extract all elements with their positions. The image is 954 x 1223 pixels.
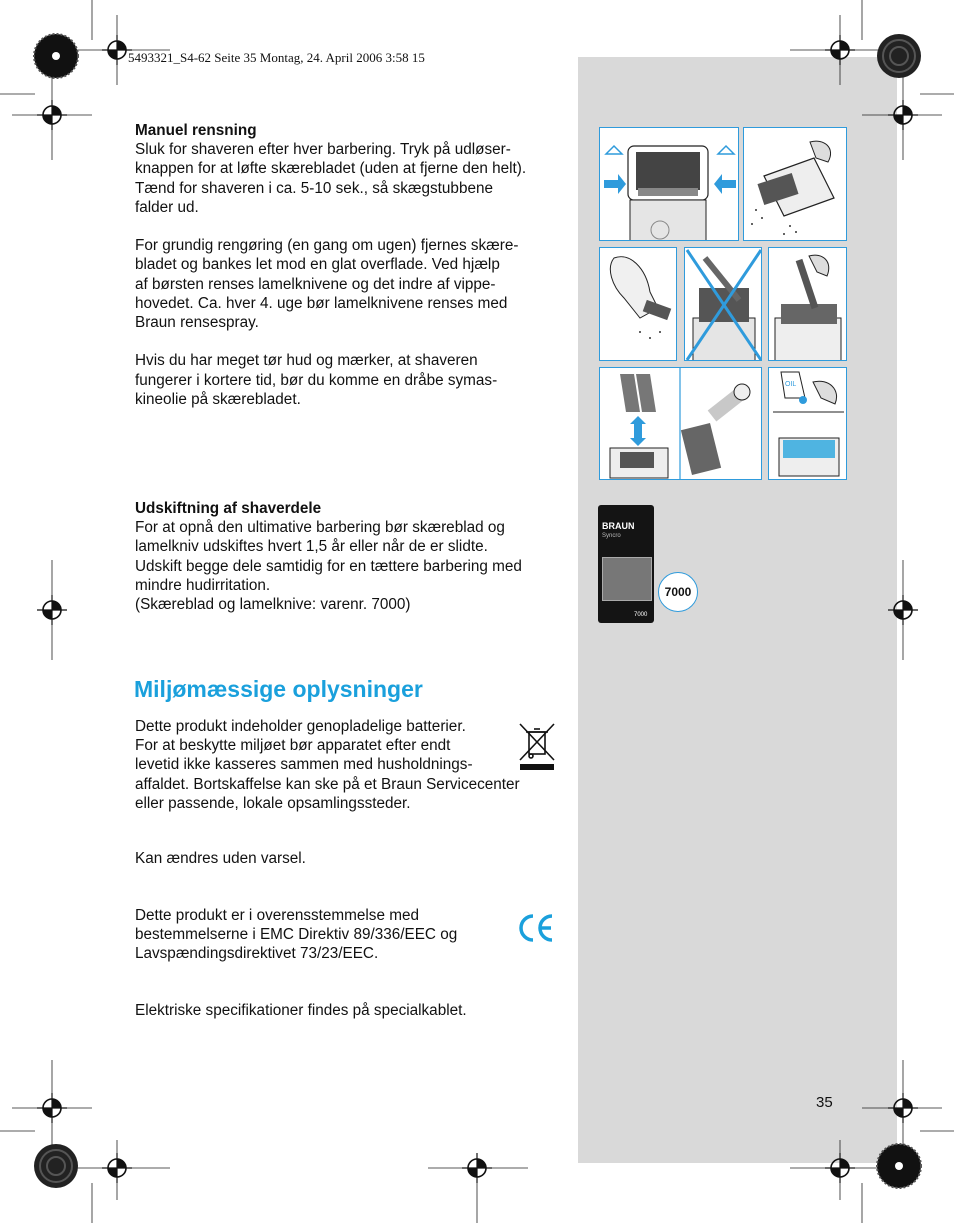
package-model: Syncro: [602, 533, 621, 539]
text-line: Elektriske specifikationer findes på specialkablet.: [135, 1002, 467, 1019]
shaver-head-drawing: [600, 128, 739, 241]
text-line: af børsten renses lamelknivene og det indre af vippe-: [135, 275, 496, 293]
text-line: Lavspændingsdirektivet 73/23/EEC.: [135, 945, 379, 963]
text-line: Udskift begge dele samtidig for en tættere barbering med: [135, 557, 522, 575]
part-number-callout: [658, 572, 698, 612]
package-brand: BRAUN: [602, 521, 635, 531]
illustration-tap-foil: [599, 247, 677, 361]
text-line: Dette produkt er i overensstemmelse med: [135, 907, 419, 924]
registration-mark-icon: [888, 595, 918, 625]
registration-mark-icon: [37, 1093, 67, 1123]
text-line: bladet og bankes let mod en glat overflade. Ved hjælp: [135, 256, 500, 274]
illustration-brush-cutter: [768, 247, 847, 361]
replacement-section: [135, 499, 560, 614]
text-line: Dette produkt indeholder genopladelige batterier.: [135, 718, 466, 735]
illustration-no-brush-foil: [684, 247, 762, 361]
manual-cleaning-section: [135, 121, 560, 409]
crossed-bin-icon: [517, 720, 557, 772]
color-wheel-icon: [33, 1143, 79, 1189]
text-line: kineolie på skærebladet.: [135, 390, 301, 408]
text-line: For at beskytte miljøet bør apparatet efter endt: [135, 737, 451, 755]
text-line: levetid ikke kasseres sammen med husholdnings-: [135, 756, 473, 774]
section-heading: Udskiftning af shaverdele: [135, 500, 322, 517]
registration-mark-icon: [102, 35, 132, 65]
package-part-number: 7000: [634, 612, 648, 618]
callout-label: 7000: [664, 585, 692, 599]
registration-mark-icon: [888, 100, 918, 130]
text-line: eller passende, lokale opsamlingssteder.: [135, 794, 411, 812]
text-line: (Skæreblad og lamelknive: varenr. 7000): [135, 596, 411, 614]
text-line: lamelkniv udskiftes hvert 1,5 år eller når de er slidte.: [135, 538, 488, 556]
color-wheel-icon: [33, 33, 79, 79]
color-wheel-icon: [876, 1143, 922, 1189]
environment-title: Miljømæssige oplysninger: [134, 676, 423, 702]
illustration-release-foil: [599, 127, 739, 241]
package-foil-image: [602, 557, 652, 601]
registration-mark-icon: [102, 1153, 132, 1183]
cutter-spray-drawing: [600, 368, 762, 480]
text-line: fungerer i kortere tid, bør du komme en dråbe symas-: [135, 371, 498, 389]
text-line: affaldet. Bortskaffelse kan ske på et Braun Servicecenter: [135, 775, 520, 793]
text-line: Kan ændres uden varsel.: [135, 850, 306, 867]
replacement-package: [598, 505, 654, 623]
text-line: knappen for at løfte skærebladet (uden at fjerne den helt).: [135, 160, 527, 178]
oil-foil-drawing: [769, 368, 847, 480]
text-line: Hvis du har meget tør hud og mærker, at shaveren: [135, 352, 478, 370]
text-line: For at opnå den ultimative barbering bør skæreblad og: [135, 519, 505, 537]
registration-mark-icon: [462, 1153, 492, 1183]
environment-section: [135, 717, 560, 813]
illustration-oil-foil: [768, 367, 847, 480]
specification-text: [135, 1001, 560, 1020]
registration-mark-icon: [825, 35, 855, 65]
text-line: For grundig rengøring (en gang om ugen) fjernes skære-: [135, 237, 519, 255]
oil-label: OIL: [785, 381, 797, 388]
text-line: Tænd for shaveren i ca. 5-10 sek., så skægstubbene: [135, 179, 493, 197]
page-number: 35: [816, 1094, 833, 1111]
text-line: hovedet. Ca. hver 4. uge bør lamelknivene renses med: [135, 294, 508, 312]
brush-cutter-drawing: [769, 248, 847, 361]
text-line: Sluk for shaveren efter hver barbering. Tryk på udløser-: [135, 141, 511, 159]
color-wheel-icon: [876, 33, 922, 79]
section-heading: Manuel rensning: [135, 122, 257, 139]
text-line: Braun rensespray.: [135, 314, 259, 332]
notice-text: [135, 849, 560, 868]
registration-mark-icon: [37, 595, 67, 625]
illustration-cutter-spray: [599, 367, 762, 480]
ce-mark-icon: [515, 910, 557, 946]
text-line: mindre hudirritation.: [135, 576, 271, 594]
print-slug: 5493321_S4-62 Seite 35 Montag, 24. April 2006 3:58 15: [128, 50, 425, 65]
shaver-side-drawing: [744, 128, 847, 241]
crossed-brush-drawing: [685, 248, 762, 361]
text-line: bestemmelserne i EMC Direktiv 89/336/EEC og: [135, 926, 458, 944]
registration-mark-icon: [825, 1153, 855, 1183]
conformity-text: [135, 906, 560, 964]
registration-mark-icon: [37, 100, 67, 130]
illustration-tap-out: [743, 127, 847, 241]
registration-mark-icon: [888, 1093, 918, 1123]
text-line: falder ud.: [135, 198, 199, 216]
hand-foil-drawing: [600, 248, 677, 361]
